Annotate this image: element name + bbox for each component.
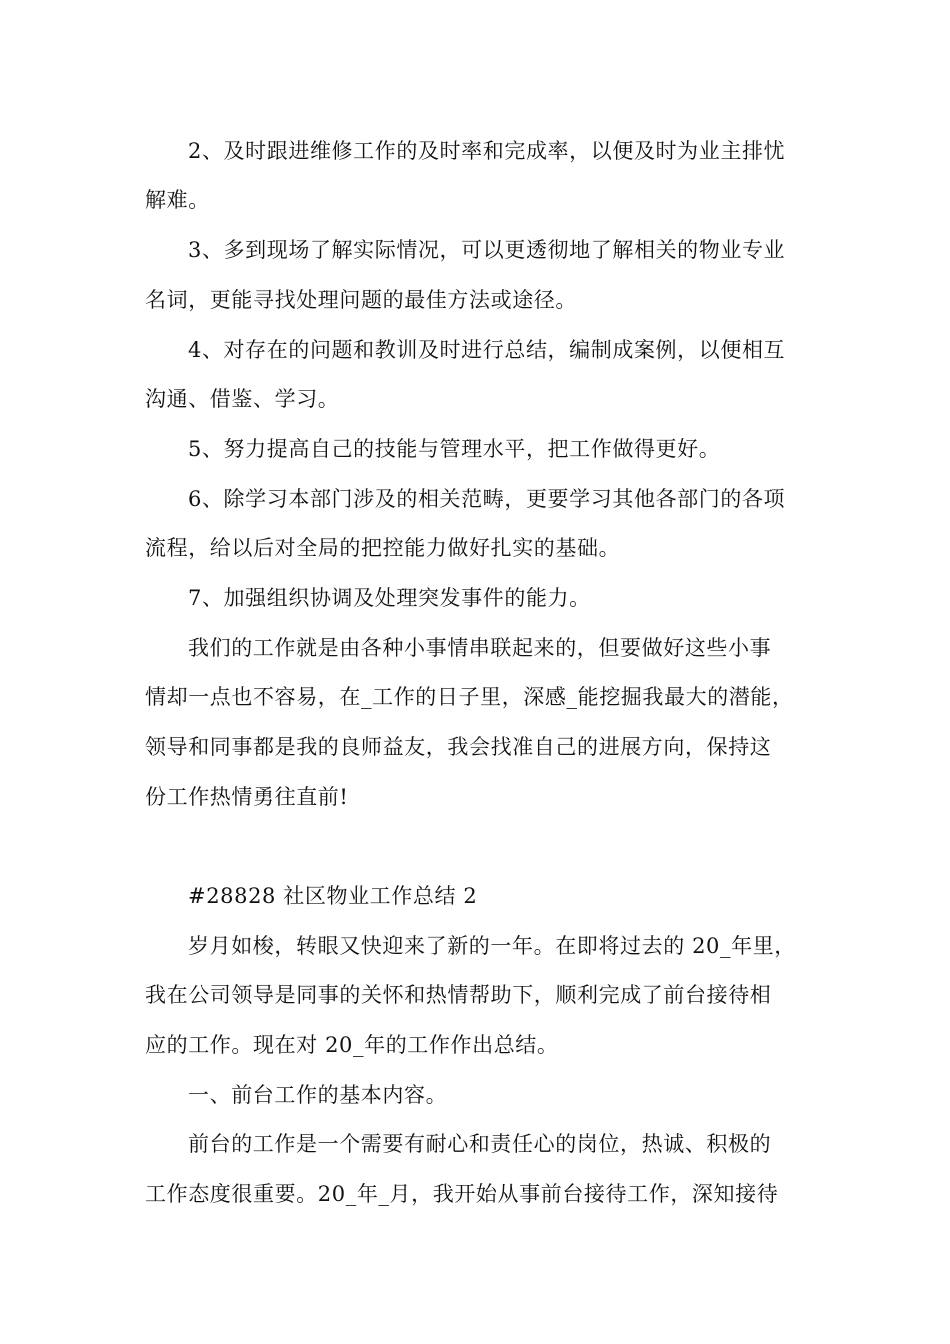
paragraph-summary-line-4: 份工作热情勇往直前! xyxy=(145,785,349,809)
paragraph-item-3-line-2: 名词，更能寻找处理问题的最佳方法或途径。 xyxy=(145,288,577,312)
paragraph-summary-line-3: 领导和同事都是我的良师益友，我会找准自己的进展方向，保持这 xyxy=(145,735,772,759)
paragraph-summary-line-1: 我们的工作就是由各种小事情串联起来的，但要做好这些小事 xyxy=(188,636,772,660)
paragraph-item-3-line-1: 3、多到现场了解实际情况，可以更透彻地了解相关的物业专业 xyxy=(188,238,786,262)
paragraph-item-4-line-1: 4、对存在的问题和教训及时进行总结，编制成案例，以便相互 xyxy=(188,338,786,362)
paragraph-intro-line-2: 我在公司领导是同事的关怀和热情帮助下，顺利完成了前台接待相 xyxy=(145,983,772,1007)
paragraph-frontdesk-line-1: 前台的工作是一个需要有耐心和责任心的岗位，热诚、积极的 xyxy=(188,1132,772,1156)
paragraph-item-7: 7、加强组织协调及处理突发事件的能力。 xyxy=(188,586,591,610)
paragraph-item-5: 5、努力提高自己的技能与管理水平，把工作做得更好。 xyxy=(188,437,721,461)
section-heading: #28828 社区物业工作总结 2 xyxy=(188,884,478,908)
paragraph-item-2-line-1: 2、及时跟进维修工作的及时率和完成率，以便及时为业主排忧 xyxy=(188,139,786,163)
paragraph-item-2-line-2: 解难。 xyxy=(145,188,210,212)
paragraph-item-6-line-1: 6、除学习本部门涉及的相关范畴，更要学习其他各部门的各项 xyxy=(188,487,786,511)
paragraph-intro-line-1: 岁月如梭，转眼又快迎来了新的一年。在即将过去的 20_年里， xyxy=(188,934,796,958)
paragraph-item-4-line-2: 沟通、借鉴、学习。 xyxy=(145,387,340,411)
paragraph-intro-line-3: 应的工作。现在对 20_年的工作作出总结。 xyxy=(145,1033,559,1057)
paragraph-item-6-line-2: 流程，给以后对全局的把控能力做好扎实的基础。 xyxy=(145,536,621,560)
paragraph-summary-line-2: 情却一点也不容易，在_工作的日子里，深感_能挖掘我最大的潜能， xyxy=(145,685,794,709)
subsection-heading: 一、前台工作的基本内容。 xyxy=(188,1083,448,1107)
paragraph-frontdesk-line-2: 工作态度很重要。20_年_月，我开始从事前台接待工作，深知接待 xyxy=(145,1182,779,1206)
